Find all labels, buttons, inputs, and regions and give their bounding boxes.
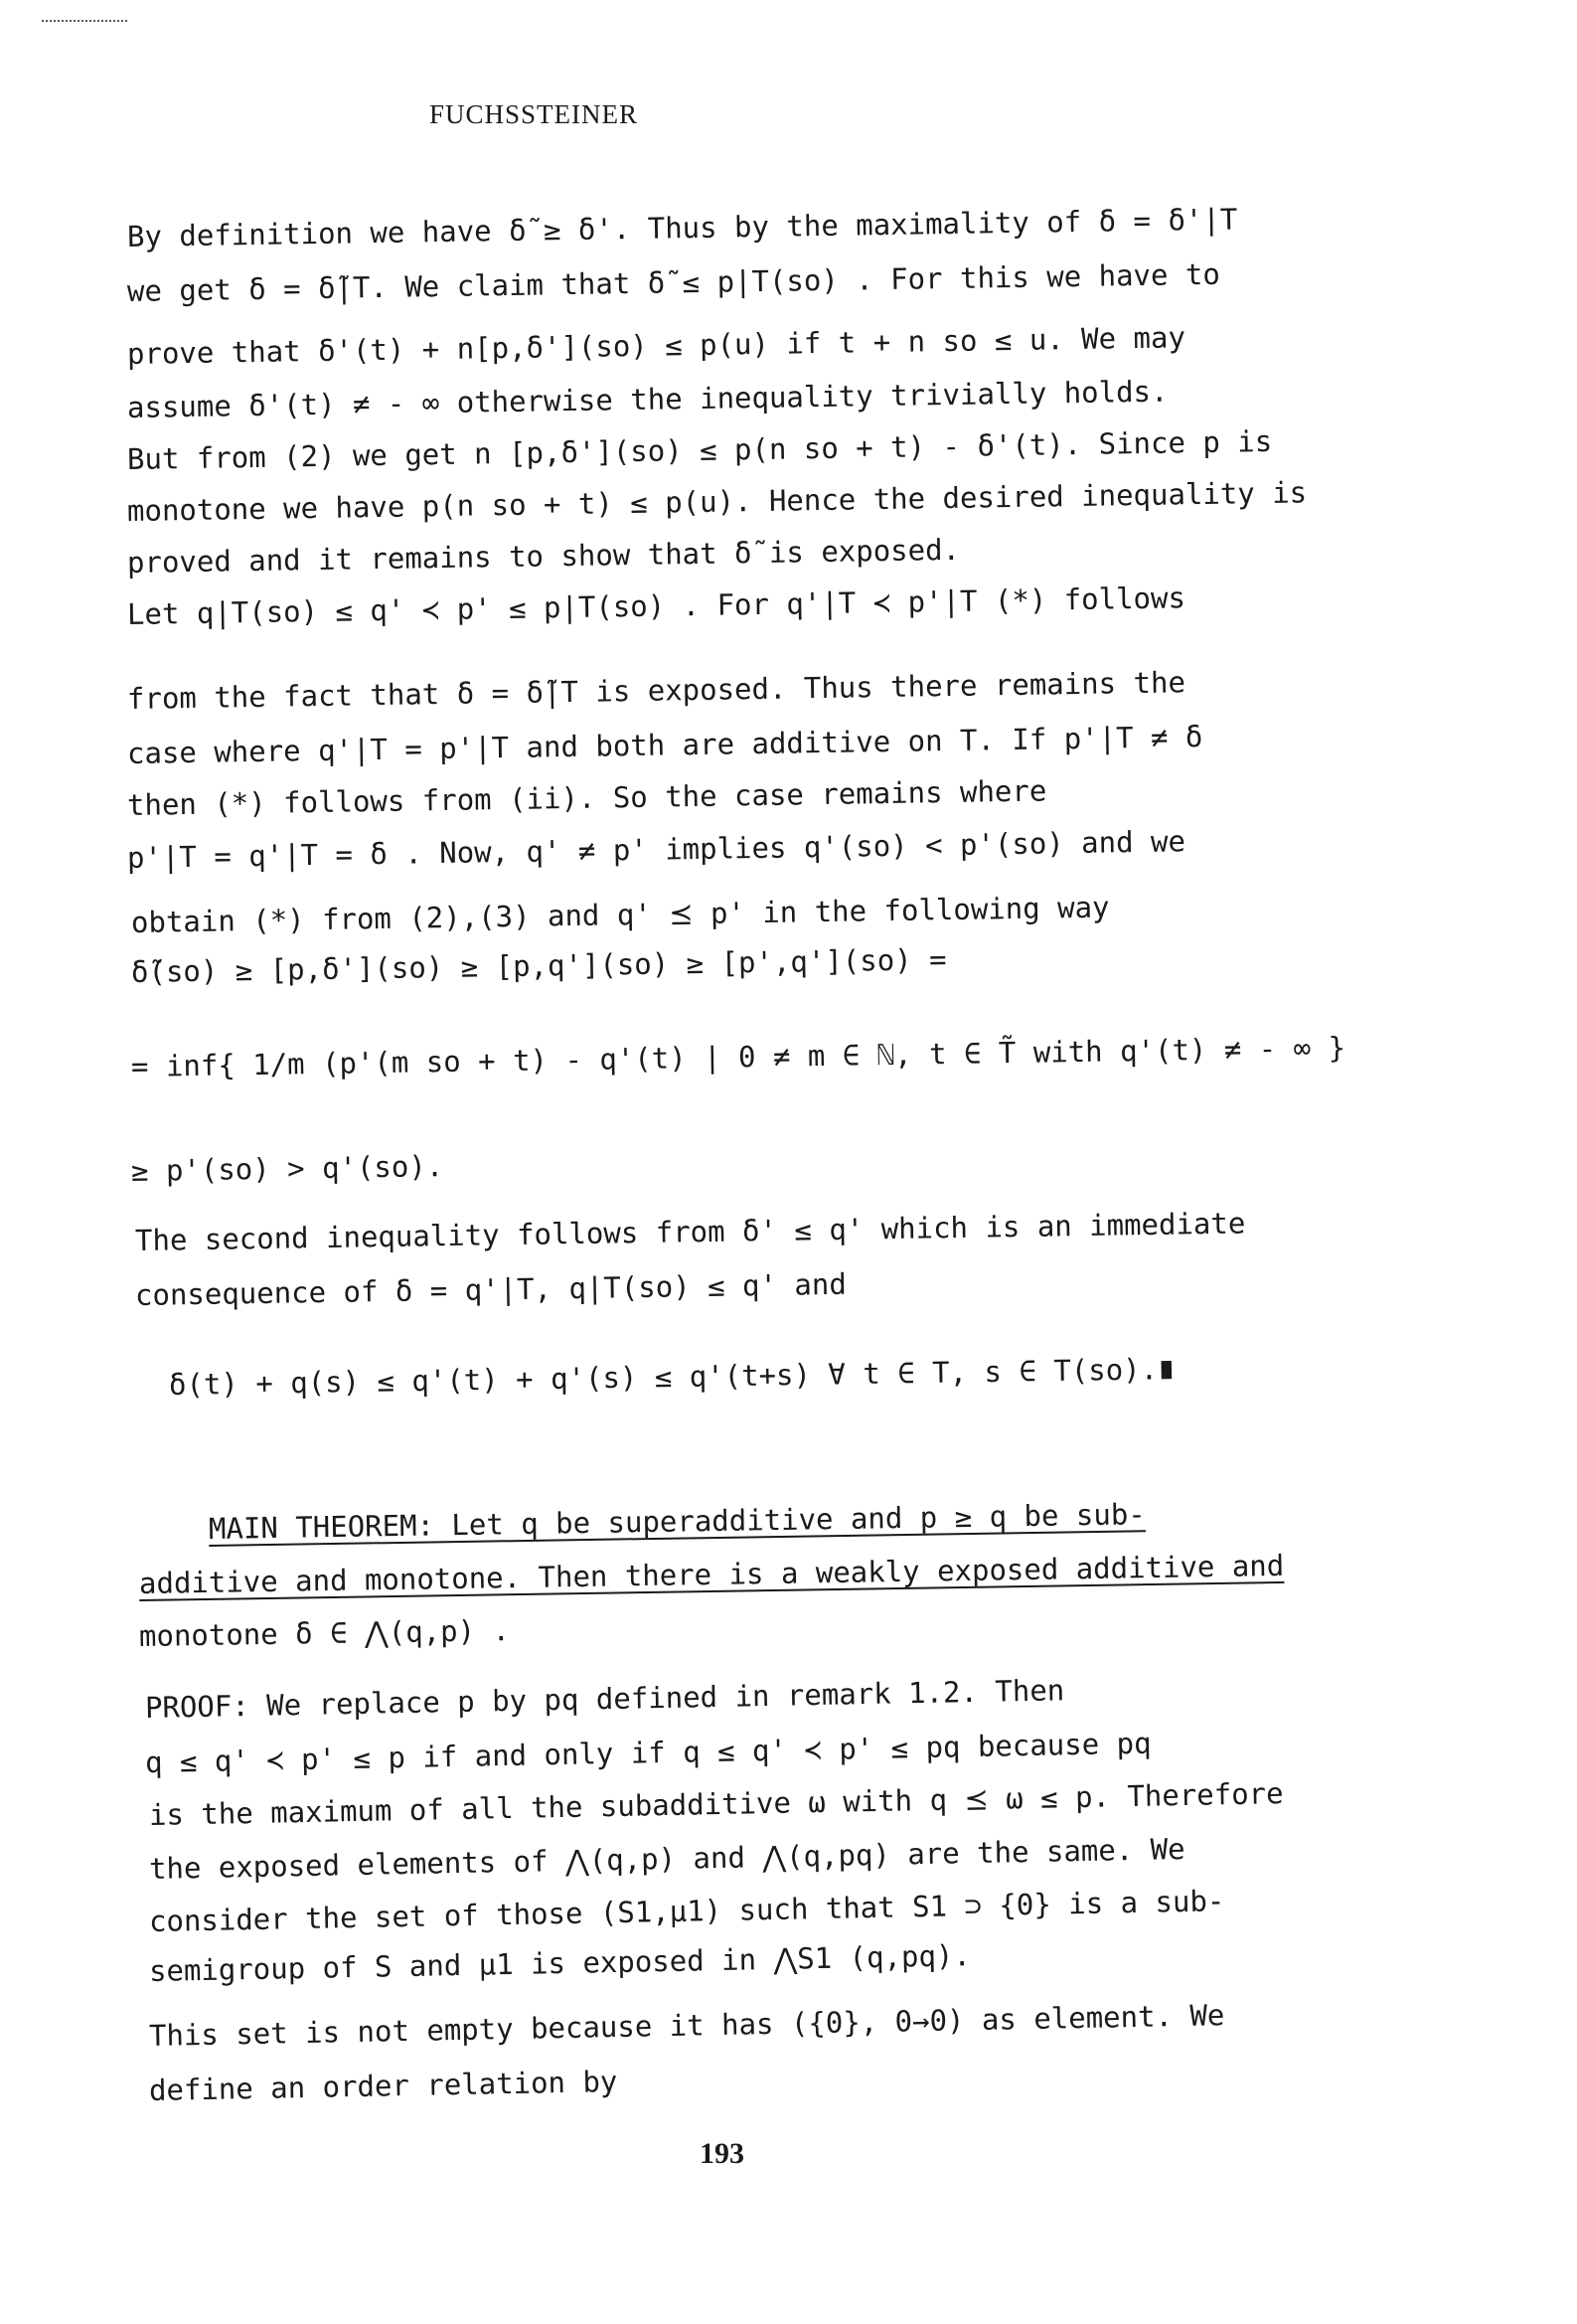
theorem-line-2: additive and monotone. Then there is a weakly exposed additive and: [138, 1548, 1285, 1600]
next-proof-line-3: is the maximum of all the subadditive ω with q ⪯ ω ≤ p. Therefore: [148, 1776, 1284, 1832]
running-head: FUCHSSTEINER: [429, 99, 639, 129]
proof-line-6: monotone we have p(n so + t) ≤ p(u). Hence the desired inequality is: [126, 475, 1308, 528]
proof-line-7: proved and it remains to show that δ̃ is exposed.: [126, 532, 961, 580]
theorem-line-1: MAIN THEOREM: Let q be superadditive and p ≥ q be sub-: [208, 1497, 1146, 1546]
page-number: 193: [700, 2137, 744, 2170]
scan-speck: [42, 20, 127, 26]
proof-line-17: The second inequality follows from δ' ≤ q' which is an immediate: [134, 1206, 1246, 1257]
proof-line-8: Let q|T(so) ≤ q' ≺ p' ≤ p|T(so) . For q'|T ≺ p'|T (*) follows: [126, 581, 1186, 631]
theorem-line-3: monotone δ ∈ ⋀(q,p) .: [138, 1613, 511, 1653]
proof-line-9: from the fact that δ = δ̃|T is exposed. Thus there remains the: [126, 665, 1186, 716]
proof-line-11: then (*) follows from (ii). So the case remains where: [126, 773, 1047, 822]
proof-line-16: ≥ p'(so) > q'(so).: [130, 1149, 444, 1188]
proof-line-13: obtain (*) from (2),(3) and q' ⪯ p' in the following way: [130, 890, 1110, 939]
next-proof-line-8: define an order relation by: [148, 2064, 618, 2107]
proof-line-12: p'|T = q'|T = δ . Now, q' ≠ p' implies q'(so) < p'(so) and we: [126, 824, 1186, 875]
next-proof-line-5: consider the set of those (S1,μ1) such that S1 ⊃ {0} is a sub-: [148, 1884, 1225, 1938]
next-proof-line-7: This set is not empty because it has ({0}, 0→0) as element. We: [148, 1998, 1225, 2053]
proof-line-19: δ(t) + q(s) ≤ q'(t) + q'(s) ≤ q'(t+s) ∀ t ∈ T, s ∈ T(so).∎: [168, 1352, 1176, 1402]
proof-line-5: But from (2) we get n [p,δ'](so) ≤ p(n so + t) - δ'(t). Since p is: [126, 423, 1273, 476]
next-proof-line-2: q ≤ q' ≺ p' ≤ p if and only if q ≤ q' ≺ p' ≤ pq because pq: [144, 1726, 1152, 1779]
proof-line-2: we get δ = δ̃|T. We claim that δ̃ ≤ p|T(so) . For this we have to: [126, 256, 1221, 308]
proof-line-3: prove that δ'(t) + n[p,δ'](so) ≤ p(u) if t + n so ≤ u. We may: [126, 320, 1186, 371]
proof-line-14: δ̃(so) ≥ [p,δ'](so) ≥ [p,q'](so) ≥ [p',q'](so) =: [130, 942, 947, 989]
proof-line-18: consequence of δ = q'|T, q|T(so) ≤ q' and: [134, 1266, 848, 1312]
next-proof-line-4: the exposed elements of ⋀(q,p) and ⋀(q,pq) are the same. We: [148, 1831, 1185, 1886]
next-proof-line-6: semigroup of S and μ1 is exposed in ⋀S1 (q,pq).: [148, 1938, 972, 1988]
proof-line-1: By definition we have δ̃ ≥ δ'. Thus by the maximality of δ = δ'|T: [126, 202, 1238, 253]
proof-line-10: case where q'|T = p'|T and both are additive on T. If p'|T ≠ δ: [126, 719, 1203, 770]
proof-line-15: = inf{ 1/m (p'(m so + t) - q'(t) | 0 ≠ m ∈ ℕ, t ∈ T̃ with q'(t) ≠ - ∞ }: [130, 1030, 1346, 1083]
proof-line-4: assume δ'(t) ≠ - ∞ otherwise the inequality trivially holds.: [126, 374, 1169, 424]
next-proof-line-1: PROOF: We replace p by pq defined in remark 1.2. Then: [144, 1673, 1065, 1725]
